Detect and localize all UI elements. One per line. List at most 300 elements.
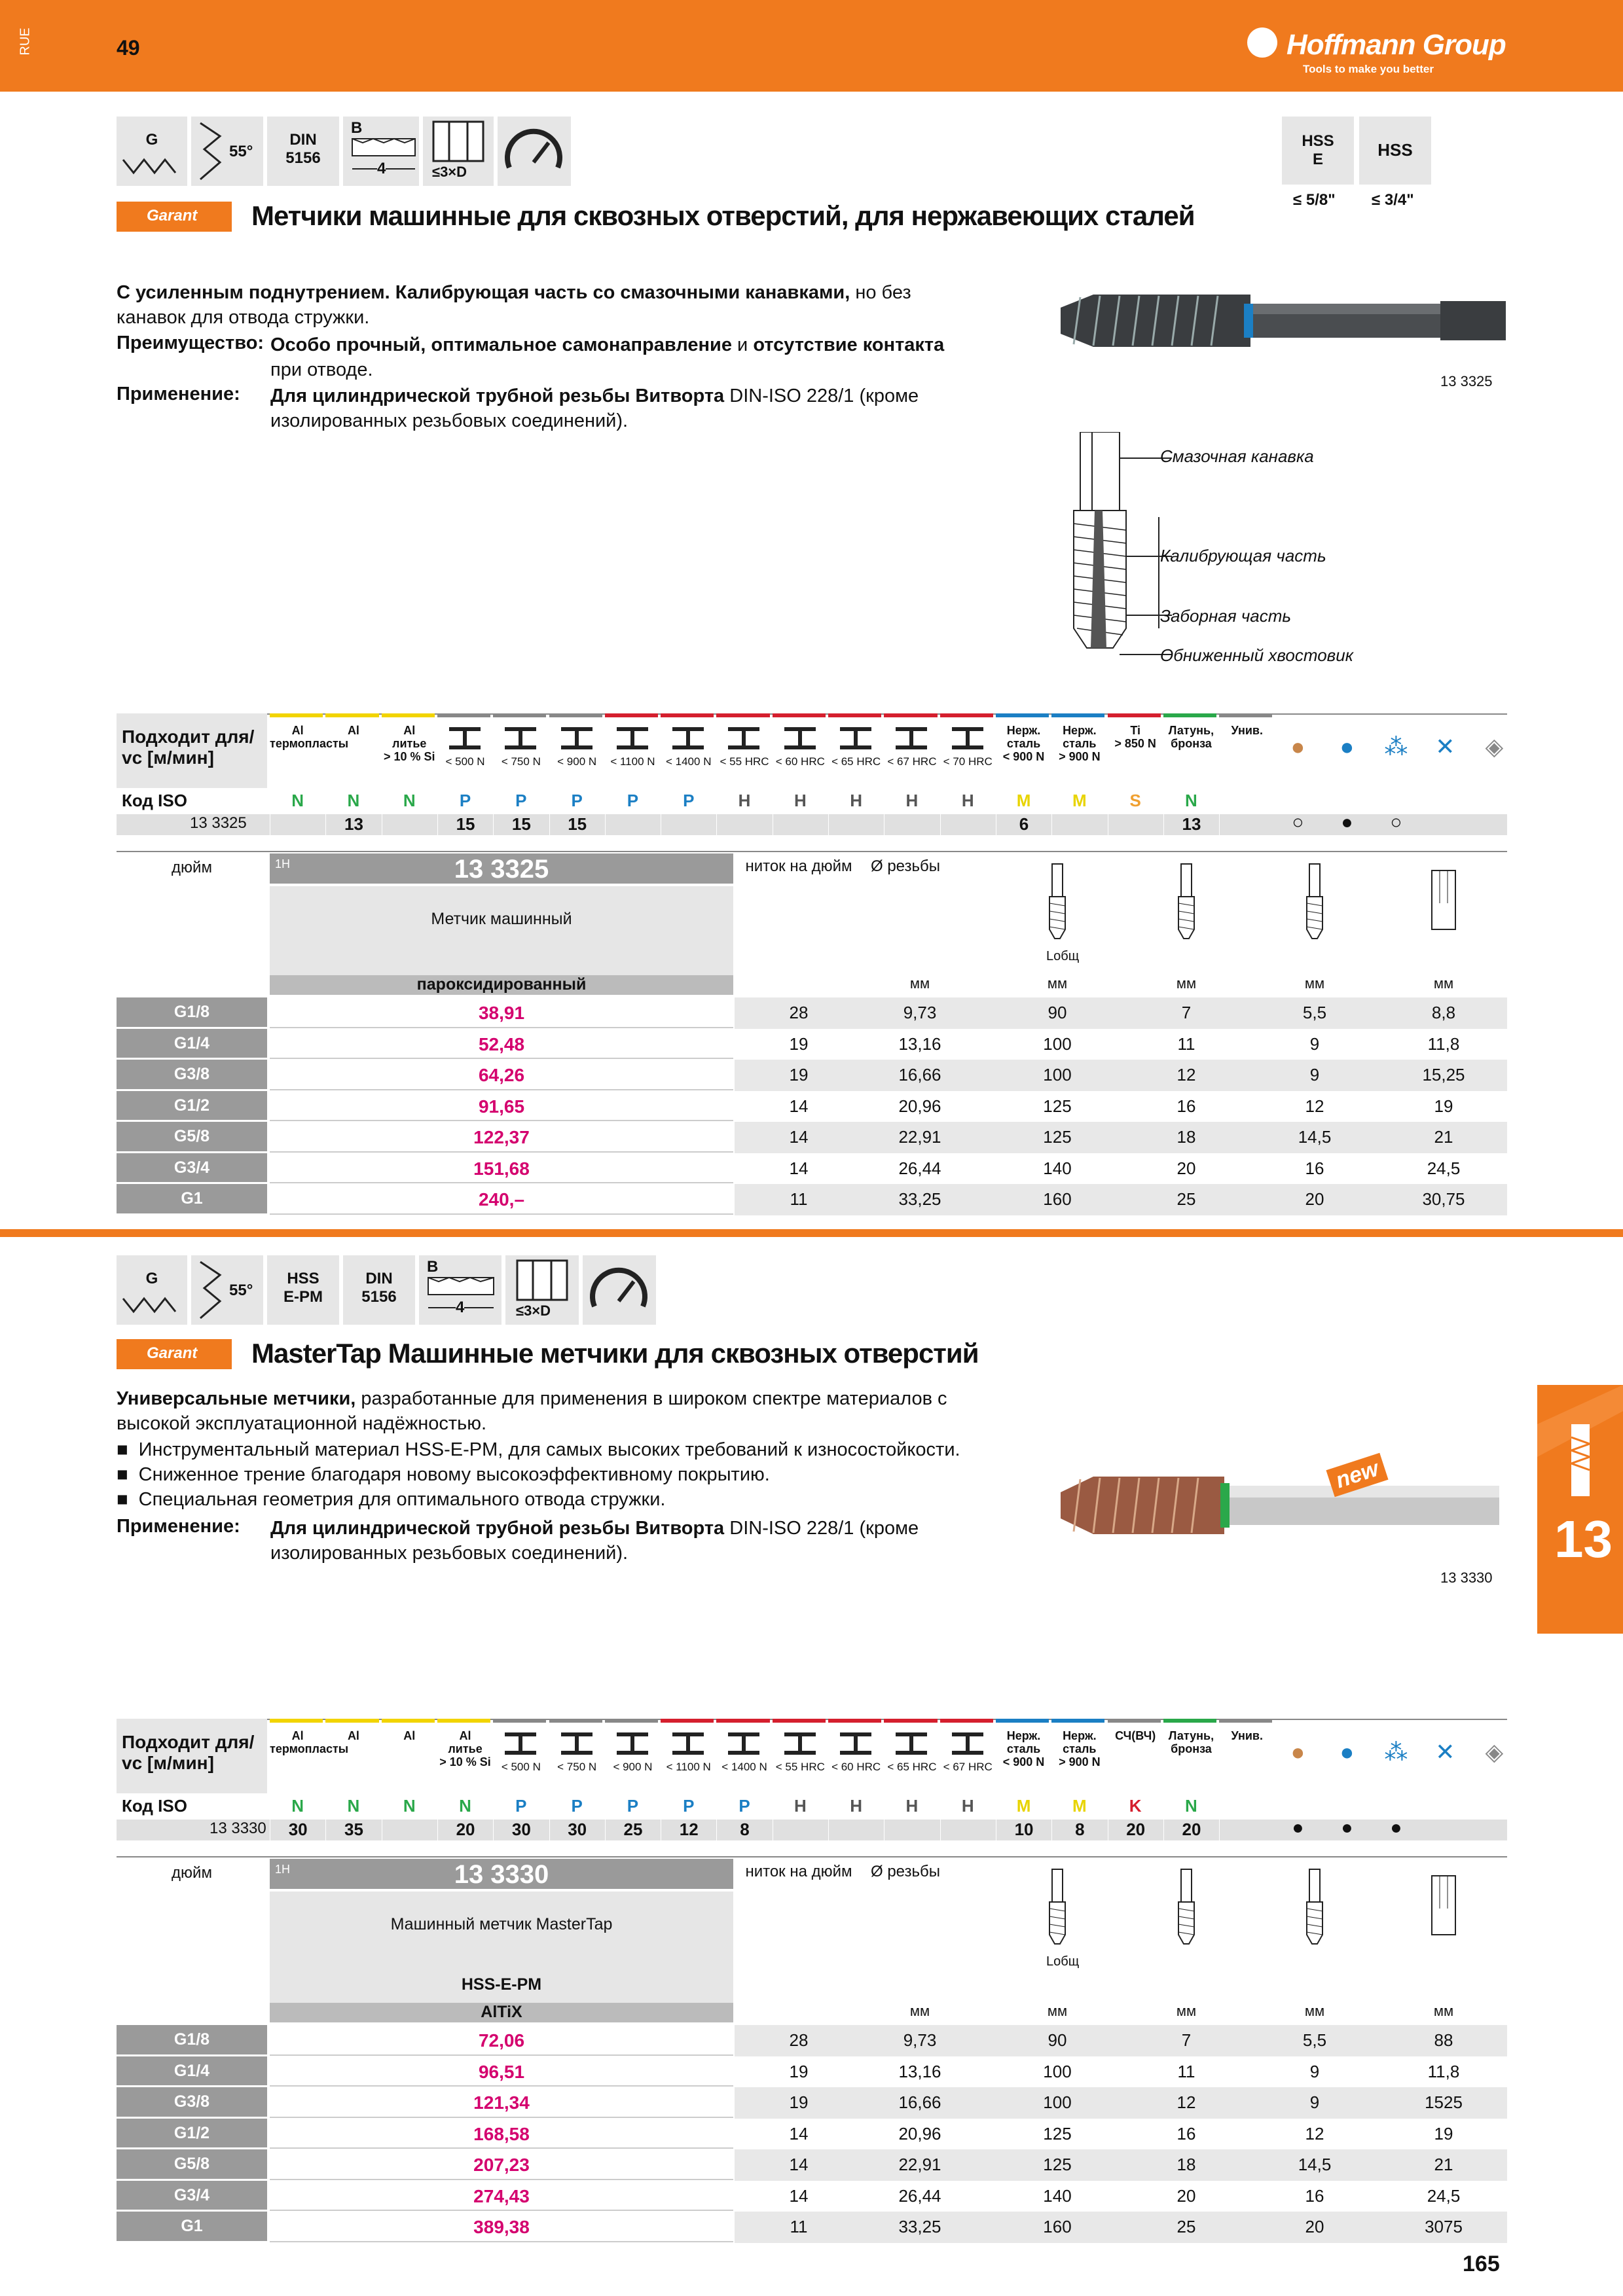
matrix-col-label: Al <box>347 1729 359 1742</box>
dry-cut-icon: ✕ <box>1435 733 1455 760</box>
matrix-col-label: Латунь, бронза <box>1168 724 1214 750</box>
dimension-value: 15,25 <box>1422 1065 1465 1085</box>
matrix-col-bar <box>382 1719 435 1723</box>
cutting-speed-value <box>1219 814 1275 835</box>
matrix-col-bar <box>437 713 490 717</box>
advantage-text: Особо прочный, оптимальное самонаправление и отсутствие контакта при отводе. <box>270 334 945 380</box>
iso-code: P <box>459 791 471 810</box>
section-divider <box>0 1229 1623 1237</box>
dimension-value: 125 <box>1043 2155 1072 2174</box>
dimension-value: 9 <box>1309 1033 1320 1054</box>
label-reduced-shank: Обниженный хвостовик <box>1160 645 1353 665</box>
unit-mm: мм <box>1304 2003 1325 2019</box>
matrix-col-bar <box>716 1719 769 1723</box>
speed-gauge-icon <box>498 117 571 186</box>
iso-code: N <box>291 791 304 810</box>
steel-beam-icon <box>948 1731 987 1757</box>
dimension-value: 20 <box>1305 1189 1324 1209</box>
bullet-item: ■ Сниженное трение благодаря новому высокоэффективному покрытию. <box>117 1464 770 1485</box>
threads-per-inch: 14 <box>789 2185 809 2206</box>
iso-code: H <box>850 1796 863 1816</box>
iso-code: N <box>347 1796 360 1816</box>
spray-mist-icon: ⁂ <box>1384 733 1408 760</box>
matrix-col-label: < 67 HRC <box>943 1761 993 1773</box>
chamfer-form-b-icon: B 4 <box>343 117 419 186</box>
cutting-speed-value <box>940 1820 996 1840</box>
tap-13-3330-image <box>1054 1460 1512 1551</box>
dimension-value: 16 <box>1305 1158 1324 1178</box>
dimension-value: 26,44 <box>898 2185 941 2206</box>
threads-per-inch: 14 <box>789 2155 809 2174</box>
tool-material: HSS-E-PM <box>461 1975 542 1994</box>
steel-beam-icon <box>780 1731 820 1757</box>
thread-size: G1/2 <box>117 1091 267 1121</box>
coolant-suitability: ● <box>1292 1817 1304 1839</box>
advantage-label: Преимущество: <box>117 332 264 353</box>
dimension-value: 14,5 <box>1298 2155 1332 2174</box>
thread-g-icon: G <box>117 117 187 186</box>
steel-beam-icon <box>501 725 540 751</box>
dimension-value: 18 <box>1176 2155 1196 2174</box>
cutting-speed-value <box>382 1820 437 1840</box>
thread-size: G1/8 <box>117 997 267 1027</box>
matrix-col-bar <box>270 1719 323 1723</box>
iso-code: N <box>291 1796 304 1816</box>
matrix-col-bar <box>828 1719 881 1723</box>
threads-per-inch: 14 <box>789 1158 809 1178</box>
cutting-speed-value <box>1051 814 1107 835</box>
iso-code: P <box>627 1796 639 1816</box>
matrix-col-bar <box>1163 1719 1216 1723</box>
threads-per-inch: 19 <box>789 1065 809 1085</box>
threads-per-inch: 19 <box>789 2061 809 2081</box>
price: 91,65 <box>478 1096 525 1117</box>
dimension-value: 20 <box>1305 2217 1324 2236</box>
material-hsse-pm-badge: HSS E-PM <box>267 1255 339 1325</box>
cutting-speed-value: 30 <box>270 1820 325 1840</box>
cutting-speed-value: 20 <box>1163 1820 1219 1840</box>
matrix-col-label: Ti > 850 N <box>1114 724 1156 750</box>
cutting-speed-value: 12 <box>661 1820 716 1840</box>
matrix-col-bar <box>716 713 769 717</box>
unit-mm: мм <box>1304 975 1325 992</box>
matrix-col-bar <box>1051 713 1104 717</box>
threads-per-inch-header: ниток на дюйм <box>745 1863 852 1880</box>
cutting-speed-value: 10 <box>996 1820 1051 1840</box>
iso-code: N <box>403 791 416 810</box>
coating-name: пароксидированный <box>416 975 587 994</box>
matrix-col-label: < 65 HRC <box>887 1761 937 1773</box>
section1-intro: С усиленным поднутрением. Калибрующая часть со смазочными канавками, но без канавок для отвода стружки. <box>117 282 911 328</box>
dimension-value: 24,5 <box>1427 1158 1461 1178</box>
oil-drop-icon: ● <box>1290 1738 1305 1765</box>
matrix-col-label: СЧ(ВЧ) <box>1115 1729 1156 1742</box>
dimension-value: 125 <box>1043 1127 1072 1147</box>
thread-size: G3/4 <box>117 2181 267 2210</box>
matrix-col-bar <box>884 713 937 717</box>
dimension-value: 16 <box>1176 2123 1196 2144</box>
cutting-speed-value: 30 <box>493 1820 549 1840</box>
price: 389,38 <box>473 2217 530 2237</box>
matrix-col-bar <box>828 713 881 717</box>
application-text-2: Для цилиндрической трубной резьбы Витворта DIN-ISO 228/1 (кроме изолированных резьбовых соединений). <box>270 1518 919 1564</box>
steel-beam-icon <box>948 725 987 751</box>
application-label: Применение: <box>117 384 240 404</box>
cutting-speed-value: 15 <box>549 814 605 835</box>
iso-code: N <box>347 791 360 810</box>
cutting-speed-value: 35 <box>325 1820 381 1840</box>
iso-code: H <box>961 791 974 810</box>
threads-per-inch: 19 <box>789 2092 809 2112</box>
cutting-speed-value <box>884 814 939 835</box>
matrix-col-label: < 750 N <box>557 1761 597 1773</box>
iso-code: M <box>1016 1796 1031 1816</box>
steel-beam-icon <box>613 1731 652 1757</box>
steel-beam-icon <box>724 725 763 751</box>
cutting-speed-value: 30 <box>549 1820 605 1840</box>
cutting-speed-value <box>828 1820 884 1840</box>
dimension-value: 33,25 <box>898 1189 941 1209</box>
matrix-col-bar <box>940 713 993 717</box>
speed-gauge-icon-2 <box>583 1255 656 1325</box>
iso-code: H <box>738 791 751 810</box>
emulsion-icon: ◈ <box>1485 1738 1504 1765</box>
dimension-value: 20 <box>1176 2185 1196 2206</box>
garant-logo-2: Garant <box>117 1339 232 1369</box>
garant-logo: Garant <box>117 202 232 232</box>
iso-code: N <box>459 1796 471 1816</box>
dimension-value: 12 <box>1176 2092 1196 2112</box>
thread-size: G3/4 <box>117 1153 267 1183</box>
dimension-value: 9 <box>1309 1065 1320 1085</box>
iso-code: K <box>1129 1796 1142 1816</box>
matrix-col-bar <box>940 1719 993 1723</box>
matrix-col-label: < 70 HRC <box>943 755 993 768</box>
square-size-icon <box>1295 1863 1334 1948</box>
unit-mm: мм <box>1433 975 1454 992</box>
product-code: 13 3330 <box>454 1860 549 1889</box>
product-code: 13 3325 <box>454 855 549 884</box>
dimension-value: 20 <box>1176 1158 1196 1178</box>
spray-mist-icon: ⁂ <box>1384 1738 1408 1765</box>
matrix-col-bar <box>1163 713 1216 717</box>
dimension-value: 11,8 <box>1427 1033 1460 1054</box>
product-desc: Метчик машинный <box>431 910 572 928</box>
cutting-speed-value <box>1108 814 1163 835</box>
iso-code: P <box>739 1796 750 1816</box>
dimension-value: 12 <box>1305 1096 1324 1116</box>
overall-length-label: Lобщ <box>1046 949 1080 963</box>
dimension-value: 24,5 <box>1427 2185 1461 2206</box>
dimension-value: 7 <box>1181 2030 1192 2050</box>
matrix-col-label: < 1100 N <box>610 755 655 768</box>
hss-limit: ≤ 3/4" <box>1372 191 1414 209</box>
dimension-value: 12 <box>1305 2123 1324 2144</box>
thread-size: G1/4 <box>117 1029 267 1058</box>
threads-per-inch: 14 <box>789 2123 809 2144</box>
unit-mm: мм <box>1433 2003 1454 2019</box>
iso-code: H <box>793 791 807 810</box>
dry-cut-icon: ✕ <box>1435 1738 1455 1765</box>
matrix-col-label: Латунь, бронза <box>1168 1729 1214 1755</box>
dimension-value: 100 <box>1043 1033 1072 1054</box>
section2-intro: Универсальные метчики, разработанные для применения в широком спектре материалов с высокой эксплуатационной надёжностью. <box>117 1388 947 1434</box>
steel-beam-icon <box>501 1731 540 1757</box>
chamfer-form-b-icon-2: B 4 <box>419 1255 501 1325</box>
brand-tagline: Tools to make you better <box>1303 63 1434 75</box>
price: 38,91 <box>478 1003 525 1023</box>
matrix2-header-cell: Подходит для/ vc [м/мин] <box>117 1719 267 1793</box>
price: 72,06 <box>478 2030 525 2051</box>
matrix-col-label: < 60 HRC <box>775 755 825 768</box>
matrix-col-label: Нерж. сталь < 900 N <box>1002 724 1045 763</box>
dimension-value: 160 <box>1043 2217 1072 2236</box>
iso-code: P <box>571 1796 583 1816</box>
iso-code: S <box>1129 791 1141 810</box>
steel-beam-icon <box>780 725 820 751</box>
overall-length-label: Lобщ <box>1046 1954 1080 1969</box>
inch-header: дюйм <box>172 859 212 876</box>
threads-per-inch: 14 <box>789 1096 809 1116</box>
matrix-col-label: < 900 N <box>613 1761 653 1773</box>
square-size-icon <box>1295 857 1334 942</box>
dimension-value: 21 <box>1434 2155 1453 2174</box>
matrix-col-label: Al литье > 10 % Si <box>439 1729 491 1768</box>
cutting-speed-value <box>716 814 772 835</box>
din-5156-badge: DIN 5156 <box>267 117 339 186</box>
matrix-col-label: < 55 HRC <box>720 755 769 768</box>
label-lube-groove: Смазочная канавка <box>1160 446 1314 466</box>
section1-title: Метчики машинные для сквозных отверстий, для нержавеющих сталей <box>251 200 1195 231</box>
dimension-value: 16,66 <box>898 1065 941 1085</box>
steel-beam-icon <box>445 725 484 751</box>
matrix-col-bar <box>605 713 658 717</box>
tolerance-tag: 1H <box>275 1863 291 1876</box>
steel-beam-icon <box>892 1731 931 1757</box>
iso-code: N <box>1185 791 1197 810</box>
thread-size: G5/8 <box>117 2149 267 2179</box>
dimension-value: 25 <box>1176 2217 1196 2236</box>
cutting-speed-value: 20 <box>1108 1820 1163 1840</box>
cutting-speed-value <box>884 1820 939 1840</box>
unit-mm: мм <box>909 2003 930 2019</box>
price: 121,34 <box>473 2092 530 2113</box>
table-top-rule <box>117 851 1507 852</box>
dimension-value: 125 <box>1043 2123 1072 2144</box>
thread-diameter-header: Ø резьбы <box>871 857 941 875</box>
cutting-speed-value: 25 <box>605 1820 661 1840</box>
price: 52,48 <box>478 1033 525 1054</box>
dimension-value: 100 <box>1043 1065 1072 1085</box>
dimension-value: 140 <box>1043 2185 1072 2206</box>
tap-length-icon <box>1038 1863 1077 1948</box>
dimension-value: 20,96 <box>898 2123 941 2144</box>
dimension-value: 9,73 <box>903 1003 937 1022</box>
dimension-value: 16 <box>1176 1096 1196 1116</box>
matrix-col-label: Нерж. сталь > 900 N <box>1059 724 1101 763</box>
steel-beam-icon <box>836 1731 875 1757</box>
matrix-col-label: < 55 HRC <box>775 1761 825 1773</box>
thread-size: G1/4 <box>117 2056 267 2086</box>
matrix-col-bar <box>773 1719 826 1723</box>
dimension-value: 13,16 <box>898 1033 941 1054</box>
dimension-value: 1525 <box>1425 2092 1463 2112</box>
matrix-col-label: < 750 N <box>501 755 541 768</box>
dimension-value: 12 <box>1176 1065 1196 1085</box>
matrix-col-label: < 60 HRC <box>831 1761 881 1773</box>
iso-code: H <box>850 791 863 810</box>
threads-per-inch: 11 <box>790 2217 808 2236</box>
iso-code: M <box>1016 791 1031 810</box>
matrix-col-bar <box>437 1719 490 1723</box>
section2-title: MasterTap Машинные метчики для сквозных отверстий <box>251 1338 979 1369</box>
dimension-value: 5,5 <box>1302 2030 1327 2050</box>
steel-beam-icon <box>557 1731 596 1757</box>
matrix-col-label: < 67 HRC <box>887 755 937 768</box>
steel-beam-icon <box>836 725 875 751</box>
matrix-col-label: Нерж. сталь < 900 N <box>1002 1729 1045 1768</box>
cutting-speed-value <box>773 814 828 835</box>
cutting-speed-value <box>1219 1820 1275 1840</box>
matrix-col-label: < 500 N <box>501 1761 541 1773</box>
matrix1-row-code: 13 3325 <box>190 814 247 832</box>
thread-size: G3/8 <box>117 1060 267 1089</box>
dimension-value: 33,25 <box>898 2217 941 2236</box>
iso-code: M <box>1072 791 1087 810</box>
cutting-speed-value: 13 <box>1163 814 1219 835</box>
tap-13-3325-code: 13 3325 <box>1440 373 1493 389</box>
threads-per-inch: 28 <box>789 2030 809 2050</box>
coolant-suitability: ● <box>1390 1817 1402 1839</box>
water-drop-icon: ● <box>1340 1738 1355 1765</box>
price: 168,58 <box>473 2123 530 2144</box>
matrix-col-label: Al <box>403 1729 416 1742</box>
dimension-value: 22,91 <box>898 2155 941 2174</box>
thread-size: G1 <box>117 1184 267 1213</box>
page-number-bottom: 165 <box>1463 2251 1500 2276</box>
section-number: 13 <box>1554 1510 1613 1568</box>
matrix-col-bar <box>1108 713 1161 717</box>
matrix-col-bar <box>325 713 378 717</box>
matrix-col-label: < 65 HRC <box>831 755 881 768</box>
dimension-value: 22,91 <box>898 1127 941 1147</box>
cutting-speed-value <box>661 814 716 835</box>
matrix-col-label: < 900 N <box>557 755 597 768</box>
label-chamfer-part: Заборная часть <box>1160 606 1292 626</box>
cutting-speed-value <box>828 814 884 835</box>
matrix-col-bar <box>884 1719 937 1723</box>
cutting-speed-value: 15 <box>493 814 549 835</box>
price: 122,37 <box>473 1127 530 1147</box>
matrix-col-bar <box>1108 1719 1161 1723</box>
iso-code: H <box>793 1796 807 1816</box>
matrix-col-label: < 1400 N <box>721 1761 767 1773</box>
dimension-value: 5,5 <box>1302 1003 1327 1022</box>
matrix-col-label: Al термопласты <box>270 1729 349 1755</box>
cutting-speed-value: 6 <box>996 814 1051 835</box>
threads-per-inch-header: ниток на дюйм <box>745 857 852 875</box>
dimension-value: 21 <box>1434 1127 1453 1147</box>
matrix-col-bar <box>1051 1719 1104 1723</box>
tap-length-icon <box>1038 857 1077 942</box>
matrix-col-bar <box>549 713 602 717</box>
matrix-col-bar <box>325 1719 378 1723</box>
material-hss-badge: HSS <box>1359 117 1431 185</box>
matrix-col-label: < 1400 N <box>666 755 712 768</box>
matrix-col-bar <box>996 1719 1049 1723</box>
dimension-value: 8,8 <box>1431 1003 1456 1022</box>
iso-code: P <box>571 791 583 810</box>
dimension-value: 16 <box>1305 2185 1324 2206</box>
material-hsse-badge: HSS E <box>1282 117 1354 185</box>
steel-beam-icon <box>613 725 652 751</box>
matrix-col-label: Al литье > 10 % Si <box>383 724 435 763</box>
application-label-2: Применение: <box>117 1516 240 1537</box>
coolant-suitability: ○ <box>1292 812 1304 833</box>
matrix-col-label: Унив. <box>1231 1729 1263 1742</box>
steel-beam-icon <box>557 725 596 751</box>
angle-55-icon-2: 55° <box>191 1255 263 1325</box>
iso-code: P <box>683 791 695 810</box>
cutting-speed-value: 13 <box>325 814 381 835</box>
dimension-value: 20,96 <box>898 1096 941 1116</box>
dimension-value: 90 <box>1048 2030 1067 2050</box>
dimension-value: 26,44 <box>898 1158 941 1178</box>
iso-code: P <box>515 1796 527 1816</box>
iso-code: H <box>905 791 919 810</box>
tap-13-3325-image <box>1054 275 1512 367</box>
unit-mm: мм <box>1047 2003 1068 2019</box>
dimension-value: 13,16 <box>898 2061 941 2081</box>
bullet-item: ■ Специальная геометрия для оптимального отвода стружки. <box>117 1489 666 1510</box>
section-tab <box>1537 1385 1623 1634</box>
matrix-col-label: Унив. <box>1231 724 1263 737</box>
bullet-item: ■ Инструментальный материал HSS-E-PM, для самых высоких требований к износостойкости. <box>117 1439 960 1460</box>
iso-code: H <box>905 1796 919 1816</box>
cutting-speed-value <box>773 1820 828 1840</box>
matrix-col-bar <box>1219 713 1272 717</box>
dimension-value: 3075 <box>1425 2217 1463 2236</box>
matrix1-header-cell: Подходит для/ vc [м/мин] <box>117 713 267 788</box>
matrix-col-bar <box>493 1719 546 1723</box>
iso-code: P <box>515 791 527 810</box>
new-badge: new <box>1326 1453 1388 1498</box>
dimension-value: 16,66 <box>898 2092 941 2112</box>
unit-mm: мм <box>1176 2003 1197 2019</box>
iso-code: N <box>1185 1796 1197 1816</box>
dimension-value: 100 <box>1043 2092 1072 2112</box>
dimension-value: 9,73 <box>903 2030 937 2050</box>
iso-code: M <box>1072 1796 1087 1816</box>
product-desc: Машинный метчик MasterTap <box>390 1915 613 1933</box>
dimension-value: 9 <box>1309 2061 1320 2081</box>
dimension-value: 30,75 <box>1422 1189 1465 1209</box>
angle-55-icon: 55° <box>191 117 263 186</box>
unit-mm: мм <box>909 975 930 992</box>
cutting-speed-value <box>605 814 661 835</box>
thread-size: G5/8 <box>117 1122 267 1151</box>
matrix-col-bar <box>1219 1719 1272 1723</box>
shank-dia-icon <box>1167 857 1206 942</box>
dimension-value: 14,5 <box>1298 1127 1332 1147</box>
cutting-speed-value: 20 <box>437 1820 493 1840</box>
matrix2-row-code: 13 3330 <box>210 1820 266 1837</box>
emulsion-icon: ◈ <box>1485 733 1504 760</box>
dimension-value: 100 <box>1043 2061 1072 2081</box>
price: 96,51 <box>478 2061 525 2082</box>
dimension-value: 9 <box>1309 2092 1320 2112</box>
matrix-col-bar <box>605 1719 658 1723</box>
